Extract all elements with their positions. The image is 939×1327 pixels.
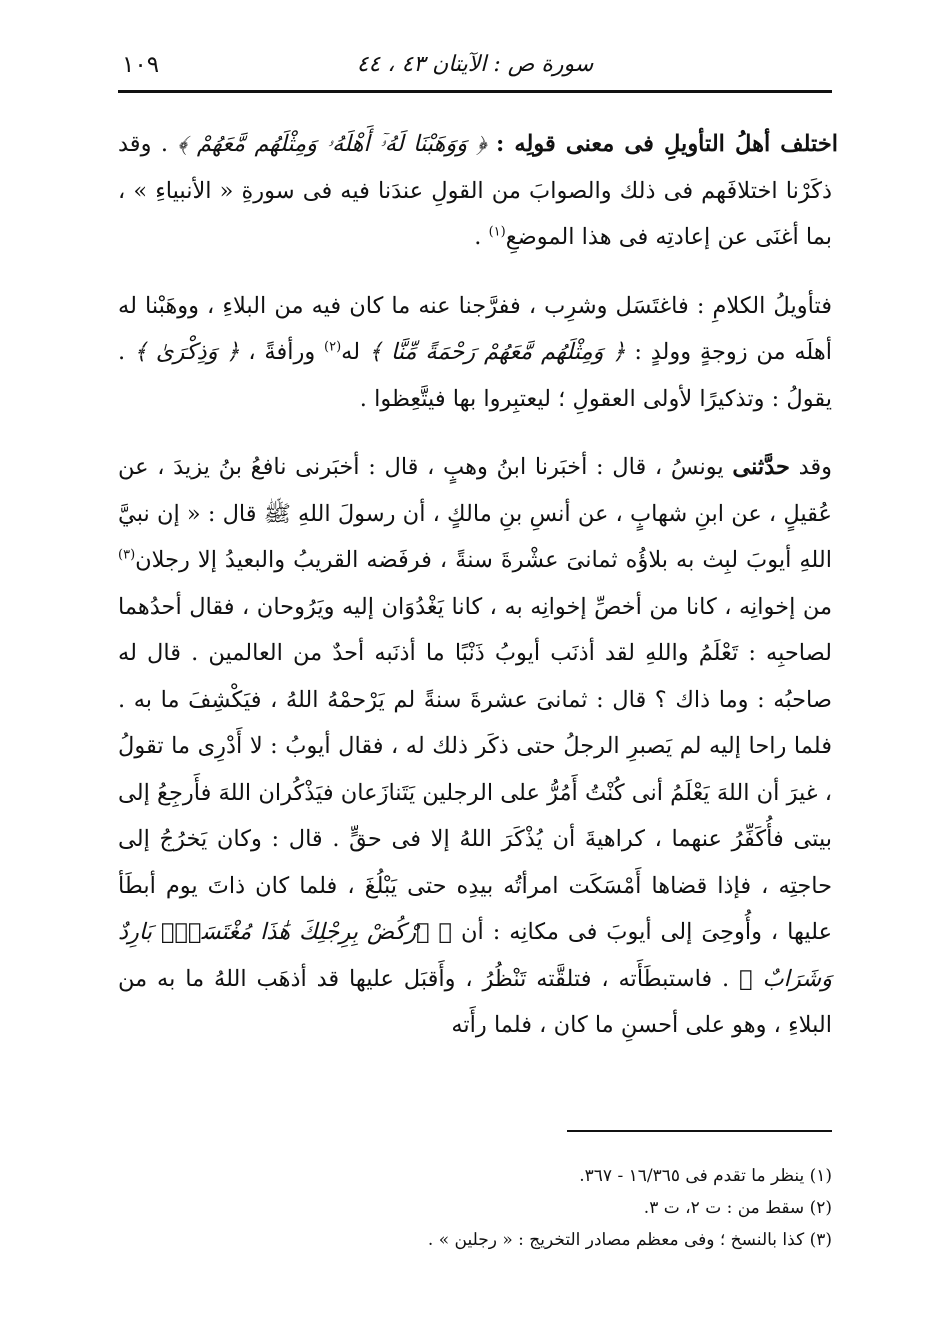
page-number: ١٠٩ bbox=[122, 52, 160, 78]
paragraph-text: له bbox=[341, 339, 361, 365]
footnote-ref: (٣) bbox=[118, 547, 136, 563]
footnote-2: (٢) سقط من : ت ٢، ت ٣. bbox=[643, 1198, 832, 1218]
paragraph-2 bbox=[118, 283, 832, 423]
quran-quote: ﴿ وَذِكْرَىٰ ﴾ bbox=[125, 339, 249, 365]
paragraph-3 bbox=[118, 444, 832, 1049]
paragraph-lead: حدَّثنى bbox=[732, 454, 790, 480]
footnote-ref: (٢) bbox=[324, 339, 342, 355]
paragraph-text: ورأفةً ، bbox=[248, 339, 324, 365]
footnote-1: (١) ينظر ما تقدم فى ١٦/٣٦٥ - ٣٦٧. bbox=[579, 1166, 832, 1186]
footnote-ref: (١) bbox=[488, 224, 506, 240]
paragraph-text: . وقد ذكَرْنا اختلافَهم فى ذلك والصوابَ من القولِ عندَنا فيه فى سورةِ « الأنبياءِ » ، بما أغنَى عن إعادتِه فى هذا الموضعِ bbox=[118, 131, 832, 250]
quran-quote: ﴿ ٱرْكُضْ بِرِجْلِكَ هَٰذَا مُغْتَسَلٌۢ بَارِدٌ وَشَرَابٌ ﴾ bbox=[118, 919, 833, 992]
paragraph-text: يونسُ ، قال : أخبَرنا ابنُ وهبٍ ، قال : أخبَرنى نافعُ بنُ يزيدَ ، عن عُقيلٍ ، عن ابنِ شهابٍ ، عن أنسِ بنِ مالكٍ ، أن رسولَ اللهِ ﷺ قال : « إن نبيَّ اللهِ أيوبَ لبِث به بلاؤُه ثمانىَ عشْرةَ سنةً ، فرفَضه القريبُ والبعيدُ إلا رجلان bbox=[118, 454, 832, 573]
paragraph-lead: اختلف أهلُ التأويلِ فى معنى قولِه : bbox=[496, 131, 839, 157]
quran-quote: ﴿ وَمِثْلَهُم مَّعَهُمْ رَحْمَةً مِّنَّا ﴾ bbox=[360, 339, 635, 365]
book-page bbox=[118, 40, 839, 1290]
paragraph-text: من إخوانِه ، كانا من أخصِّ إخوانِه به ، كانا يَغْدُوَان إليه ويَرُوحان ، فقال أحدُهما لصاحبِه : تَعْلَمُ واللهِ لقد أذنَب أيوبُ ذَنْبًا ما أذنَبه أحدٌ من العالمين . قال له صاحبُه : وما ذاك ؟ قال : ثمانىَ عشرةَ سنةً لم يَرْحمْهُ اللهُ ، فيَكْشِفَ ما به . فلما راحا إليه لم يَصبرِ الرجلُ حتى ذكَر ذلك له ، فقال أيوبُ : لا أَدْرِى ما تقولُ ، غيرَ أن اللهَ يَعْلَمُ أنى كُنْتُ أَمُرُّ على الرجلين يَتَنازَعان فيَذْكُران اللهَ فأَرجِعُ إلى بيتى فأُكَفِّرُ عنهما ، كراهيةَ أن يُذْكَرَ اللهُ إلا فى حقٍّ . قال : وكان يَخرُجُ إلى حاجتِه ، فإذا قضاها أَمْسَكَت امرأتُه بيدِه حتى يَبْلُغَ ، فلما كان ذاتَ يوم أبطَأ عليها ، وأُوحِىَ إلى أيوبَ فى مكانِه : أن bbox=[118, 593, 832, 945]
running-title: سورة ص : الآيتان ٤٣ ، ٤٤ bbox=[356, 52, 594, 77]
quran-quote: ﴿ وَوَهَبْنَا لَهُۥٓ أَهْلَهُۥ وَمِثْلَهُم مَّعَهُمْ ﴾ bbox=[177, 131, 487, 157]
paragraph-text: وقد bbox=[789, 454, 832, 480]
paragraph-1 bbox=[118, 121, 839, 261]
paragraph-text: . bbox=[474, 224, 489, 250]
footnote-3: (٣) كذا بالنسخ ؛ وفى معظم مصادر التخريج : « رجلين » . bbox=[427, 1230, 832, 1250]
paragraph-text: . فاستبطَأَته ، فتلقَّته تَنْظُرُ ، وأَقبَل عليها قد أذهَب اللهُ ما به من البلاءِ ، وهو على أحسنِ ما كان ، فلما رأَته bbox=[118, 965, 832, 1038]
main-text bbox=[118, 121, 839, 1049]
footnotes bbox=[118, 1160, 832, 1256]
paragraph-text: فتأويلُ الكلامِ : فاغتَسَل وشرِب ، ففرَّجنا عنه ما كان فيه من البلاءِ ، ووهَبْنا له أهلَه من زوجةٍ وولدٍ : bbox=[118, 292, 832, 365]
running-header bbox=[118, 40, 832, 93]
footnote-divider bbox=[567, 1130, 832, 1132]
paragraph-text: . يقولُ : وتذكيرًا لأولى العقولِ ؛ ليعتبِروا بها فيتَّعِظوا . bbox=[118, 339, 832, 412]
